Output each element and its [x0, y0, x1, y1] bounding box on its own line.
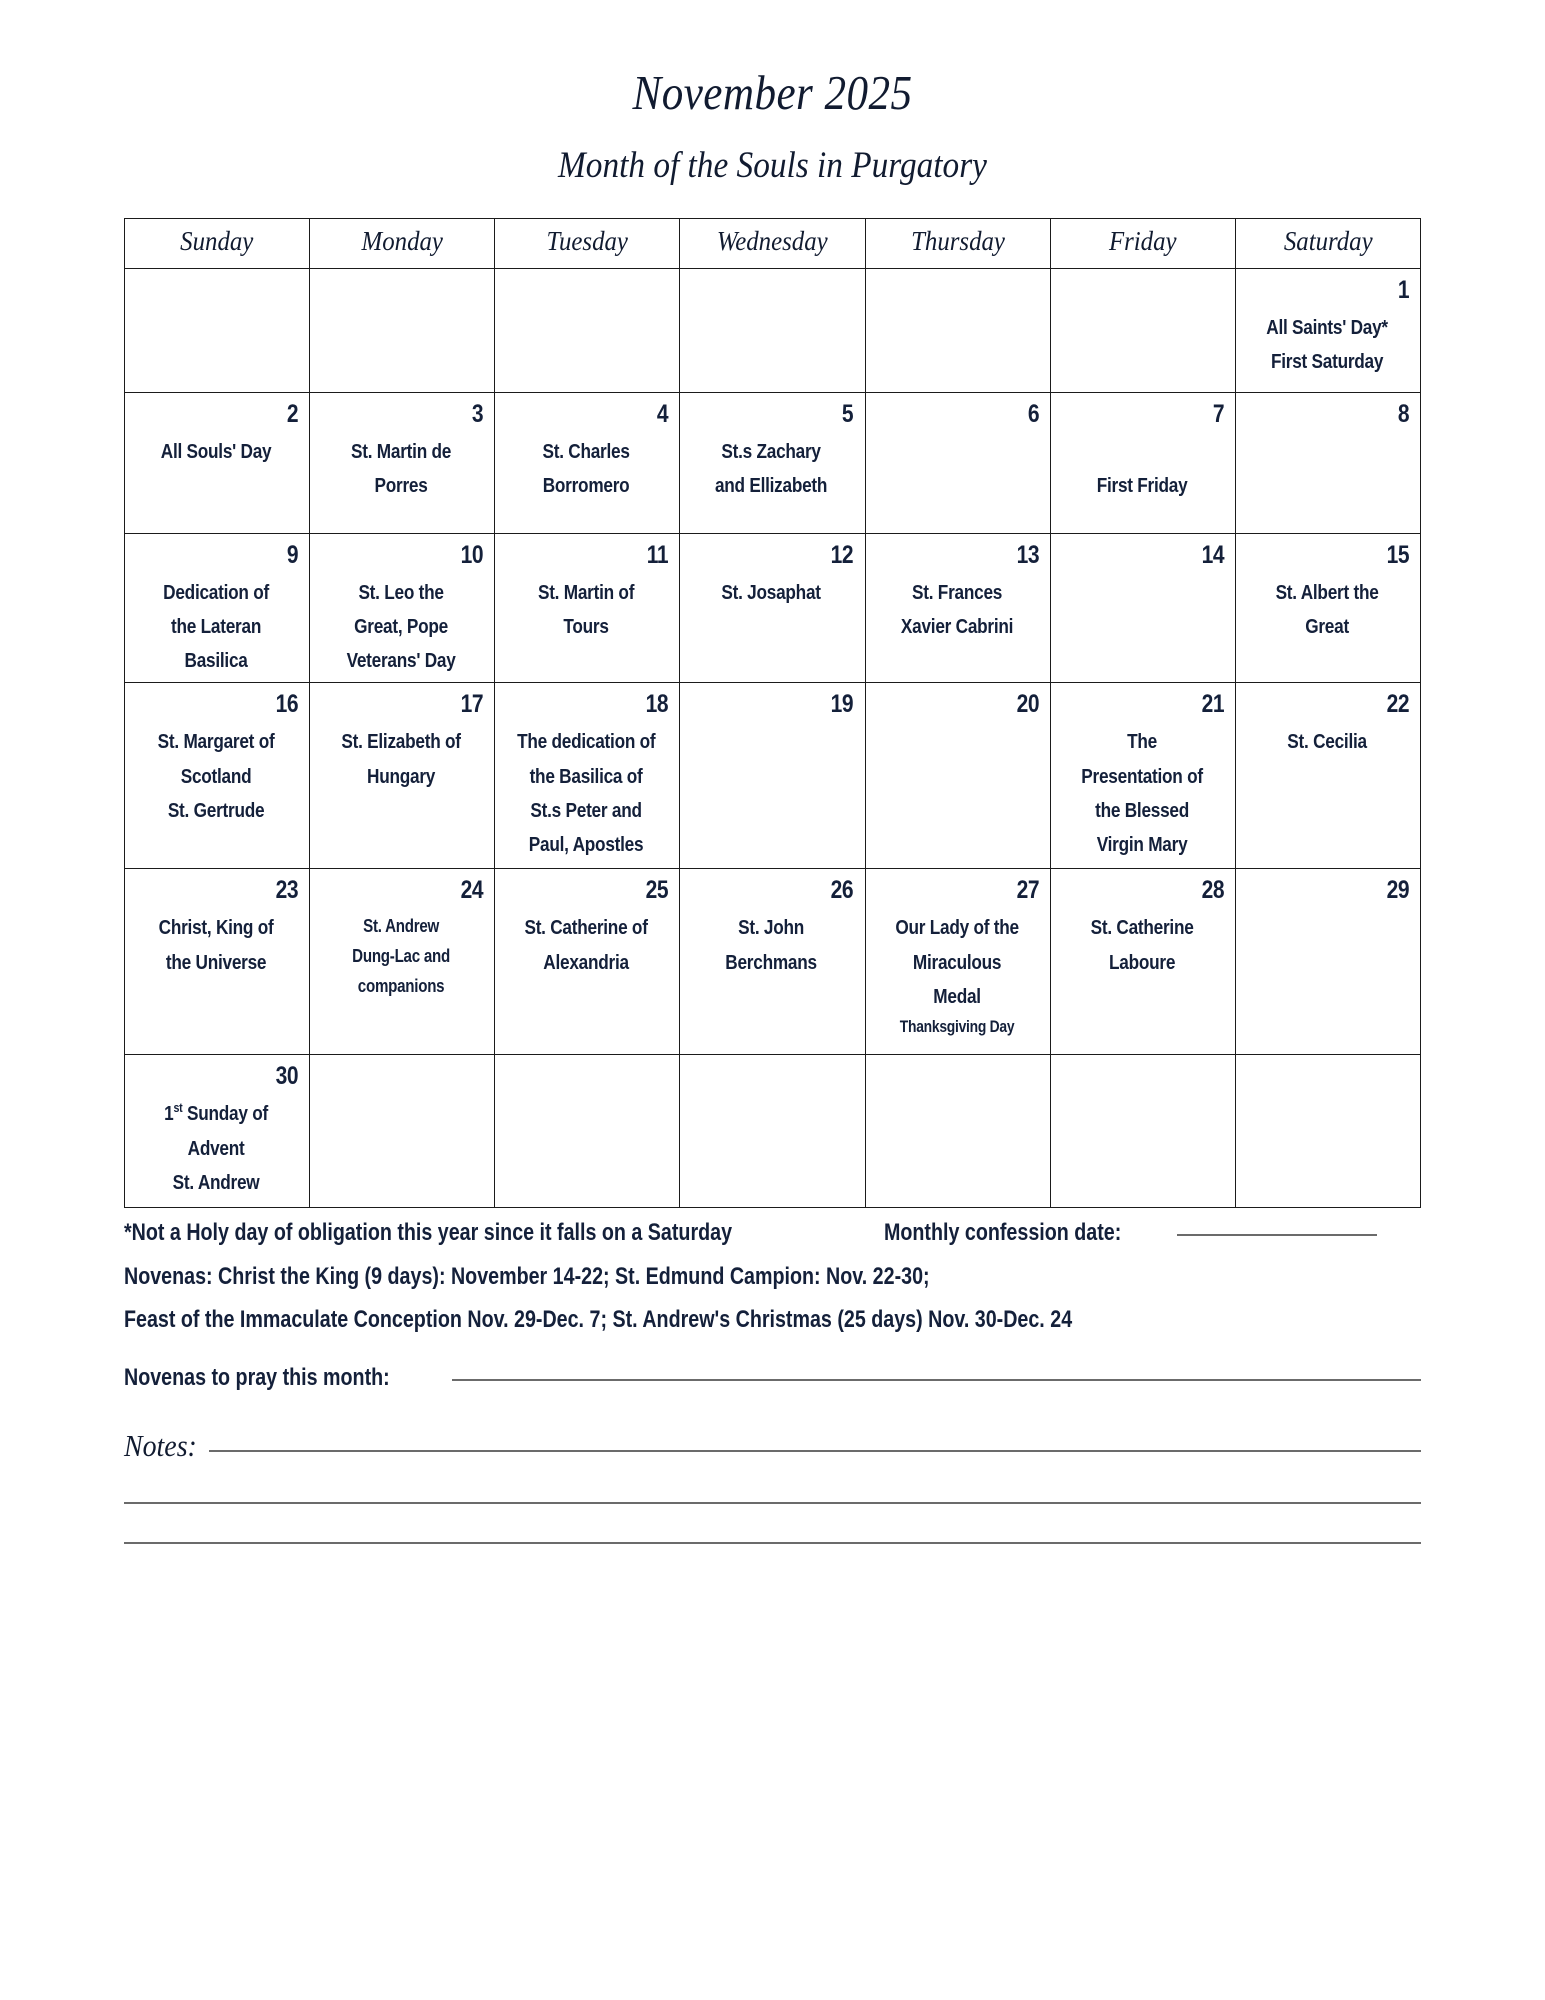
day-cell-13[interactable]	[865, 533, 1050, 683]
weekday-header-friday	[1050, 218, 1235, 268]
day-events	[689, 576, 853, 610]
day-event-line: the Basilica of	[529, 764, 643, 788]
calendar-container	[124, 218, 1421, 1209]
footer-row-novenas-2	[124, 1308, 1421, 1332]
day-cell-10[interactable]	[310, 533, 495, 683]
day-event-line: All Souls' Day	[160, 439, 272, 463]
day-cell-content	[1236, 869, 1420, 1054]
day-cell-content	[1236, 269, 1420, 392]
day-number: 22	[1386, 690, 1409, 719]
day-cell-content	[125, 1055, 309, 1207]
day-cell-content	[495, 683, 679, 868]
day-cell-29[interactable]	[1235, 869, 1420, 1055]
day-cell-content	[310, 534, 494, 683]
day-events	[134, 1097, 298, 1200]
day-cell-7[interactable]	[1050, 392, 1235, 533]
day-number: 8	[1397, 399, 1409, 428]
day-cell-16[interactable]	[125, 683, 310, 869]
day-number: 29	[1386, 876, 1409, 905]
day-events	[319, 911, 483, 1001]
day-cell-1[interactable]	[1235, 268, 1420, 392]
day-event-line: St.s Zachary	[721, 439, 822, 463]
day-number: 1	[1397, 275, 1409, 304]
day-cell-empty[interactable]	[865, 1055, 1050, 1208]
day-cell-19[interactable]	[680, 683, 865, 869]
day-cell-content	[310, 393, 494, 533]
day-cell-content	[1051, 1055, 1235, 1207]
day-event-line: Presentation of	[1080, 764, 1203, 788]
day-event-line: Great, Pope	[354, 614, 449, 638]
day-cell-23[interactable]	[125, 869, 310, 1055]
day-cell-30[interactable]	[125, 1055, 310, 1208]
day-cell-empty[interactable]	[125, 268, 310, 392]
weekday-header-label: Sunday	[180, 226, 254, 257]
day-cell-content	[680, 393, 864, 533]
day-cell-content	[866, 534, 1050, 683]
day-events	[1060, 911, 1224, 979]
day-cell-empty[interactable]	[1050, 268, 1235, 392]
day-number: 27	[1016, 876, 1039, 905]
day-events	[1245, 576, 1409, 644]
day-cell-11[interactable]	[495, 533, 680, 683]
weekday-header-label: Saturday	[1283, 226, 1373, 257]
day-cell-20[interactable]	[865, 683, 1050, 869]
day-cell-content	[866, 269, 1050, 392]
notes-input-line-3[interactable]	[124, 1542, 1421, 1544]
title-block	[0, 0, 1545, 187]
day-event-line: Miraculous	[912, 950, 1001, 974]
day-event-line: Virgin Mary	[1096, 832, 1188, 856]
weekday-header-label: Tuesday	[546, 226, 629, 257]
day-event-line: Borromero	[542, 473, 630, 497]
notes-input-line-1[interactable]	[209, 1450, 1421, 1452]
day-event-line: St. John	[738, 916, 805, 940]
day-number: 10	[460, 540, 484, 569]
day-events	[134, 725, 298, 828]
calendar-week-row	[125, 392, 1421, 533]
novenas-prompt-input[interactable]	[452, 1379, 1421, 1381]
day-events	[504, 911, 668, 979]
weekday-header-monday	[310, 218, 495, 268]
novenas-line-1: Novenas: Christ the King (9 days): November 14-22; St. Edmund Campion: Nov. 22-30;	[124, 1263, 930, 1291]
day-cell-empty[interactable]	[680, 1055, 865, 1208]
day-cell-content	[1051, 393, 1235, 533]
novenas-prompt-label: Novenas to pray this month:	[124, 1364, 390, 1392]
day-event-line: Porres	[374, 473, 428, 497]
day-events	[134, 576, 298, 679]
day-cell-empty[interactable]	[310, 1055, 495, 1208]
day-number: 6	[1027, 399, 1039, 428]
weekday-header-label: Wednesday	[717, 226, 828, 257]
calendar-footer	[124, 1221, 1421, 1544]
day-events	[1060, 725, 1224, 862]
day-number: 7	[1212, 399, 1224, 428]
day-events	[319, 435, 483, 503]
day-cell-15[interactable]	[1235, 533, 1420, 683]
calendar-header-row	[125, 218, 1421, 268]
day-event-line: First Saturday	[1270, 349, 1384, 373]
day-event-line: St. Elizabeth of	[341, 730, 461, 754]
day-cell-content	[680, 683, 864, 868]
day-number: 2	[286, 399, 299, 428]
day-event-line: St. Catherine	[1090, 916, 1194, 940]
calendar-week-row	[125, 268, 1421, 392]
footer-row-note	[124, 1221, 1421, 1245]
day-event-line: Laboure	[1108, 950, 1175, 974]
day-events	[504, 576, 668, 644]
day-number: 11	[647, 540, 669, 569]
day-events	[134, 435, 298, 469]
day-cell-content	[866, 869, 1050, 1054]
day-cell-content	[125, 683, 309, 868]
footer-row-novenas-1	[124, 1265, 1421, 1289]
day-number: 21	[1201, 690, 1224, 719]
day-cell-content	[680, 869, 864, 1054]
day-number: 14	[1201, 540, 1224, 569]
day-number: 28	[1201, 876, 1224, 905]
novenas-line-2: Feast of the Immaculate Conception Nov. 29-Dec. 7; St. Andrew's Christmas (25 days) Nov. 30-Dec. 24	[124, 1306, 1073, 1334]
weekday-header-sunday	[125, 218, 310, 268]
day-cell-27[interactable]	[865, 869, 1050, 1055]
day-cell-content	[125, 869, 309, 1054]
day-number: 9	[286, 540, 299, 569]
calendar-week-row	[125, 683, 1421, 869]
weekday-header-label: Monday	[361, 226, 443, 257]
page-title: November 2025	[632, 65, 913, 120]
day-event-line: Dung-Lac and	[352, 946, 451, 967]
day-cell-content	[495, 269, 679, 392]
day-events	[875, 576, 1039, 644]
day-event-line: Paul, Apostles	[529, 832, 644, 856]
day-number: 30	[275, 1062, 299, 1091]
day-event-line: Hungary	[367, 764, 436, 788]
day-events	[504, 725, 668, 862]
day-event-line: Basilica	[184, 649, 248, 673]
day-cell-content	[495, 1055, 679, 1207]
day-cell-14[interactable]	[1050, 533, 1235, 683]
footer-row-notes	[124, 1428, 1421, 1464]
day-cell-empty[interactable]	[1235, 1055, 1420, 1208]
day-event-line: Veterans' Day	[346, 649, 456, 673]
day-events	[689, 435, 853, 503]
day-cell-content	[866, 393, 1050, 533]
day-event-line: St. Martin of	[538, 580, 635, 604]
day-cell-2[interactable]	[125, 392, 310, 533]
weekday-header-label: Thursday	[910, 226, 1005, 257]
day-event-line: Medal	[932, 984, 981, 1008]
day-cell-content	[495, 393, 679, 533]
page-subtitle: Month of the Souls in Purgatory	[558, 144, 987, 186]
day-cell-empty[interactable]	[865, 268, 1050, 392]
day-cell-content	[1051, 683, 1235, 868]
day-events	[689, 911, 853, 979]
day-cell-4[interactable]	[495, 392, 680, 533]
weekday-header-tuesday	[495, 218, 680, 268]
day-event-line: Dedication of	[163, 580, 269, 604]
day-cell-content	[866, 683, 1050, 868]
day-event-line: St.s Peter and	[530, 798, 643, 822]
day-number: 4	[657, 399, 669, 428]
day-cell-content	[680, 1055, 864, 1207]
day-event-line: St. Andrew	[363, 916, 440, 937]
day-event-line: St. Josaphat	[721, 580, 822, 604]
day-event-line: companions	[357, 976, 445, 997]
day-number: 24	[460, 876, 484, 905]
day-number: 17	[460, 690, 484, 719]
day-events	[1245, 311, 1409, 379]
day-event-line: the Blessed	[1094, 798, 1189, 822]
day-events	[1245, 725, 1409, 759]
day-cell-22[interactable]	[1235, 683, 1420, 869]
day-event-line: St. Margaret of	[157, 730, 275, 754]
calendar-week-row	[125, 533, 1421, 683]
day-events	[1060, 435, 1224, 503]
day-cell-content	[495, 534, 679, 683]
day-cell-content	[1236, 534, 1420, 683]
day-number: 25	[645, 876, 669, 905]
day-event-line: St. Frances	[911, 580, 1002, 604]
day-events	[319, 576, 483, 679]
day-cell-content	[1051, 534, 1235, 683]
day-events	[504, 435, 668, 503]
day-event-line: Berchmans	[725, 950, 818, 974]
day-event-line: St. Cecilia	[1287, 730, 1367, 754]
day-number: 20	[1016, 690, 1039, 719]
day-cell-content	[310, 683, 494, 868]
day-cell-5[interactable]	[680, 392, 865, 533]
day-cell-content	[310, 269, 494, 392]
day-event-line: Our Lady of the	[894, 916, 1019, 940]
day-event-line: Christ, King of	[158, 916, 274, 940]
day-cell-empty[interactable]	[495, 1055, 680, 1208]
footer-row-novenas-prompt	[124, 1366, 1421, 1390]
day-event-line: 1st Sunday of	[164, 1100, 268, 1126]
day-event-line: St. Gertrude	[167, 798, 265, 822]
notes-label: Notes:	[124, 1428, 197, 1464]
day-events	[134, 911, 298, 979]
day-cell-content	[1051, 869, 1235, 1054]
weekday-header-thursday	[865, 218, 1050, 268]
day-number: 16	[275, 690, 299, 719]
day-event-line: the Universe	[165, 950, 267, 974]
day-event-line: St. Leo the	[358, 580, 444, 604]
day-number: 26	[831, 876, 854, 905]
day-event-line: St. Martin de	[351, 439, 452, 463]
day-number: 12	[831, 540, 854, 569]
day-event-line: and Ellizabeth	[715, 473, 828, 497]
day-cell-9[interactable]	[125, 533, 310, 683]
day-number: 23	[275, 876, 299, 905]
day-number: 15	[1386, 540, 1409, 569]
day-event-line: First Friday	[1096, 473, 1188, 497]
day-cell-content	[866, 1055, 1050, 1207]
day-number: 5	[842, 399, 854, 428]
day-cell-content	[1236, 1055, 1420, 1207]
day-cell-content	[310, 869, 494, 1054]
weekday-header-saturday	[1235, 218, 1420, 268]
day-event-line: Xavier Cabrini	[900, 614, 1013, 638]
day-cell-content	[680, 534, 864, 683]
day-cell-26[interactable]	[680, 869, 865, 1055]
weekday-header-wednesday	[680, 218, 865, 268]
day-event-line: Tours	[563, 614, 609, 638]
day-cell-17[interactable]	[310, 683, 495, 869]
day-event-line: St. Andrew	[172, 1170, 260, 1194]
day-cell-empty[interactable]	[310, 268, 495, 392]
day-cell-24[interactable]	[310, 869, 495, 1055]
weekday-header-label: Friday	[1108, 226, 1177, 257]
day-cell-content	[1236, 683, 1420, 868]
day-event-line: St. Catherine of	[524, 916, 648, 940]
confession-date-input[interactable]	[1177, 1234, 1377, 1236]
day-cell-content	[495, 869, 679, 1054]
day-number: 3	[472, 399, 484, 428]
day-event-line: Great	[1305, 614, 1349, 638]
day-cell-content	[310, 1055, 494, 1207]
day-cell-25[interactable]	[495, 869, 680, 1055]
day-cell-3[interactable]	[310, 392, 495, 533]
day-number: 13	[1016, 540, 1039, 569]
day-event-line: Advent	[187, 1136, 245, 1160]
day-event-line: Alexandria	[543, 950, 630, 974]
day-event-line: The	[1126, 730, 1157, 754]
day-events	[875, 911, 1039, 1040]
day-events	[319, 725, 483, 793]
day-cell-content	[680, 269, 864, 392]
day-cell-content	[1236, 393, 1420, 533]
day-event-line: the Lateran	[171, 614, 262, 638]
day-cell-12[interactable]	[680, 533, 865, 683]
calendar-week-row	[125, 869, 1421, 1055]
day-event-line: St. Albert the	[1275, 580, 1379, 604]
day-cell-empty[interactable]	[680, 268, 865, 392]
day-cell-content	[125, 393, 309, 533]
day-cell-empty[interactable]	[1050, 1055, 1235, 1208]
confession-date-label: Monthly confession date:	[884, 1219, 1122, 1247]
day-cell-28[interactable]	[1050, 869, 1235, 1055]
day-event-line: All Saints' Day*	[1266, 315, 1388, 339]
calendar-table	[124, 218, 1421, 1209]
day-cell-8[interactable]	[1235, 392, 1420, 533]
day-event-line: Scotland	[180, 764, 252, 788]
day-cell-content	[1051, 269, 1235, 392]
day-cell-18[interactable]	[495, 683, 680, 869]
notes-input-line-2[interactable]	[124, 1502, 1421, 1504]
day-cell-6[interactable]	[865, 392, 1050, 533]
day-event-line: St. Charles	[542, 439, 630, 463]
day-number: 18	[645, 690, 669, 719]
asterisk-note: *Not a Holy day of obligation this year since it falls on a Saturday	[124, 1219, 733, 1247]
day-event-line: Thanksgiving Day	[899, 1017, 1014, 1036]
day-cell-content	[125, 534, 309, 683]
day-cell-content	[125, 269, 309, 392]
day-number: 19	[831, 690, 854, 719]
day-cell-21[interactable]	[1050, 683, 1235, 869]
calendar-week-row	[125, 1055, 1421, 1208]
day-event-line: The dedication of	[517, 730, 656, 754]
day-cell-empty[interactable]	[495, 268, 680, 392]
